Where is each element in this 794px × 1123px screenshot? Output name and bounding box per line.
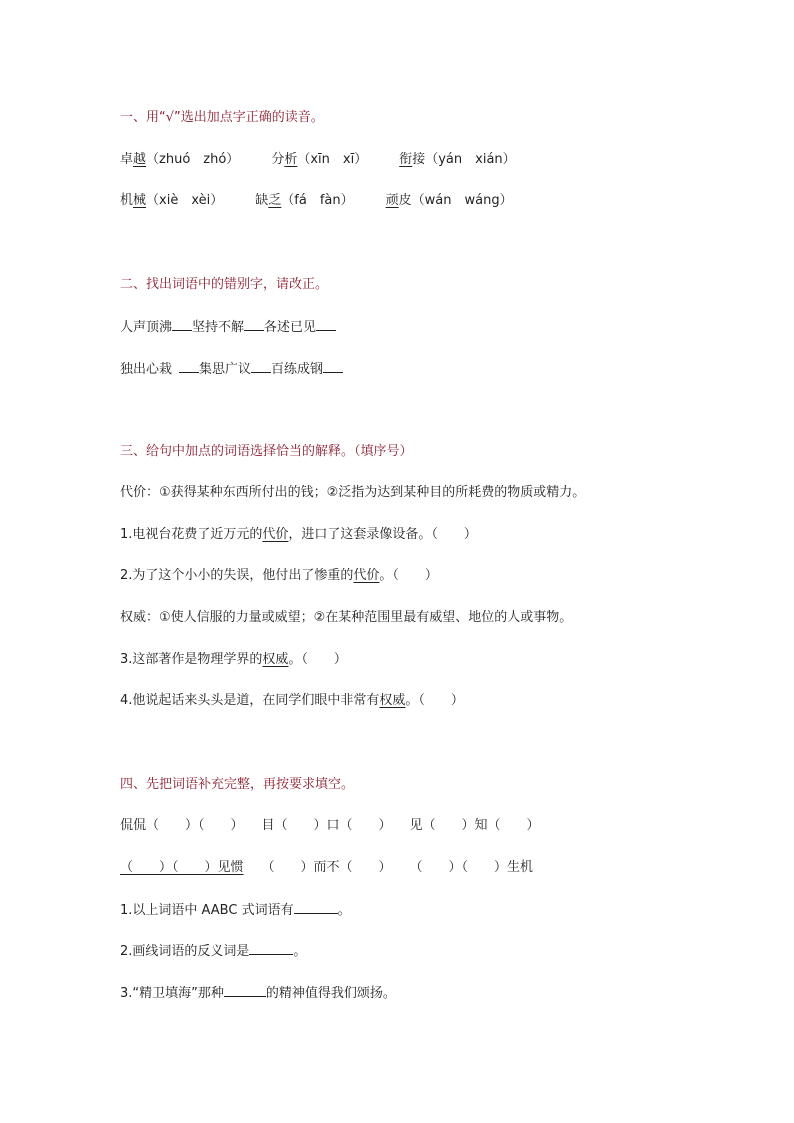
answer-blank[interactable]	[179, 360, 199, 373]
fill-question-3: 3.“精卫填海”那种 的精神值得我们颂扬。	[120, 986, 396, 1001]
definition-quanwei: 权威：①使人信服的力量或威望；②在某种范围里最有威望、地位的人或事物。	[120, 610, 573, 625]
question-3: 3.这部著作是物理学界的权威。（ ）	[120, 652, 347, 667]
typo-word: 各述已见	[264, 320, 317, 335]
idiom-item: 侃侃（ ）（ ）	[120, 818, 244, 833]
pinyin-item: 卓越（zhuó zhó）	[120, 152, 240, 167]
idiom-row-2	[120, 859, 533, 877]
section-3-heading: 三、给句中加点的词语选择恰当的解释。（填序号）	[120, 444, 413, 459]
typo-word: 坚持不解	[192, 320, 245, 335]
answer-blank[interactable]	[172, 318, 192, 331]
answer-blank[interactable]	[316, 318, 336, 331]
pinyin-item: 机械（xiè xèi）	[120, 193, 224, 208]
pinyin-item: 分析（xīn xī）	[271, 152, 368, 167]
section-1-heading: 一、用“√”选出加点字正确的读音。	[120, 110, 324, 125]
answer-blank[interactable]	[224, 984, 266, 997]
pinyin-item: 衔接（yán xián）	[399, 152, 516, 167]
idiom-item: 目（ ）口（ ）	[261, 818, 392, 833]
question-2: 2.为了这个小小的失误，他付出了惨重的代价。（ ）	[120, 568, 438, 583]
typo-row-1	[120, 318, 336, 337]
section-4-heading: 四、先把词语补充完整，再按要求填空。	[120, 777, 355, 792]
question-1: 1.电视台花费了近万元的代价，进口了这套录像设备。（ ）	[120, 527, 477, 542]
idiom-row-1	[120, 817, 540, 835]
answer-blank[interactable]	[294, 901, 338, 914]
idiom-item: （ ）（ ）生机	[409, 860, 534, 875]
section-2-heading: 二、找出词语中的错别字，请改正。	[120, 277, 329, 292]
pinyin-row-1	[120, 151, 516, 169]
fill-question-1: 1.以上词语中 AABC 式词语有 。	[120, 903, 351, 918]
answer-blank[interactable]	[244, 318, 264, 331]
pinyin-item: 顽皮（wán wáng）	[385, 193, 513, 208]
answer-blank[interactable]	[323, 360, 343, 373]
typo-word: 独出心栽	[120, 362, 173, 377]
fill-question-2: 2.画线词语的反义词是 。	[120, 944, 307, 959]
pinyin-item: 缺乏（fá fàn）	[255, 193, 354, 208]
typo-word: 集思广议	[199, 362, 252, 377]
idiom-item: 见（ ）知（ ）	[409, 818, 540, 833]
definition-daijia: 代价：①获得某种东西所付出的钱；②泛指为达到某种目的所耗费的物质或精力。	[120, 485, 586, 500]
answer-blank[interactable]	[249, 942, 293, 955]
typo-word: 百练成钢	[271, 362, 324, 377]
pinyin-row-2	[120, 192, 513, 210]
typo-row-2	[120, 360, 343, 379]
question-4: 4.他说起话来头头是道，在同学们眼中非常有权威。（ ）	[120, 693, 464, 708]
answer-blank[interactable]	[251, 360, 271, 373]
idiom-item: （ ）而不（ ）	[261, 860, 392, 875]
typo-word: 人声顶沸	[120, 320, 173, 335]
idiom-item-underlined: （ ）（ ）见惯	[120, 860, 244, 875]
